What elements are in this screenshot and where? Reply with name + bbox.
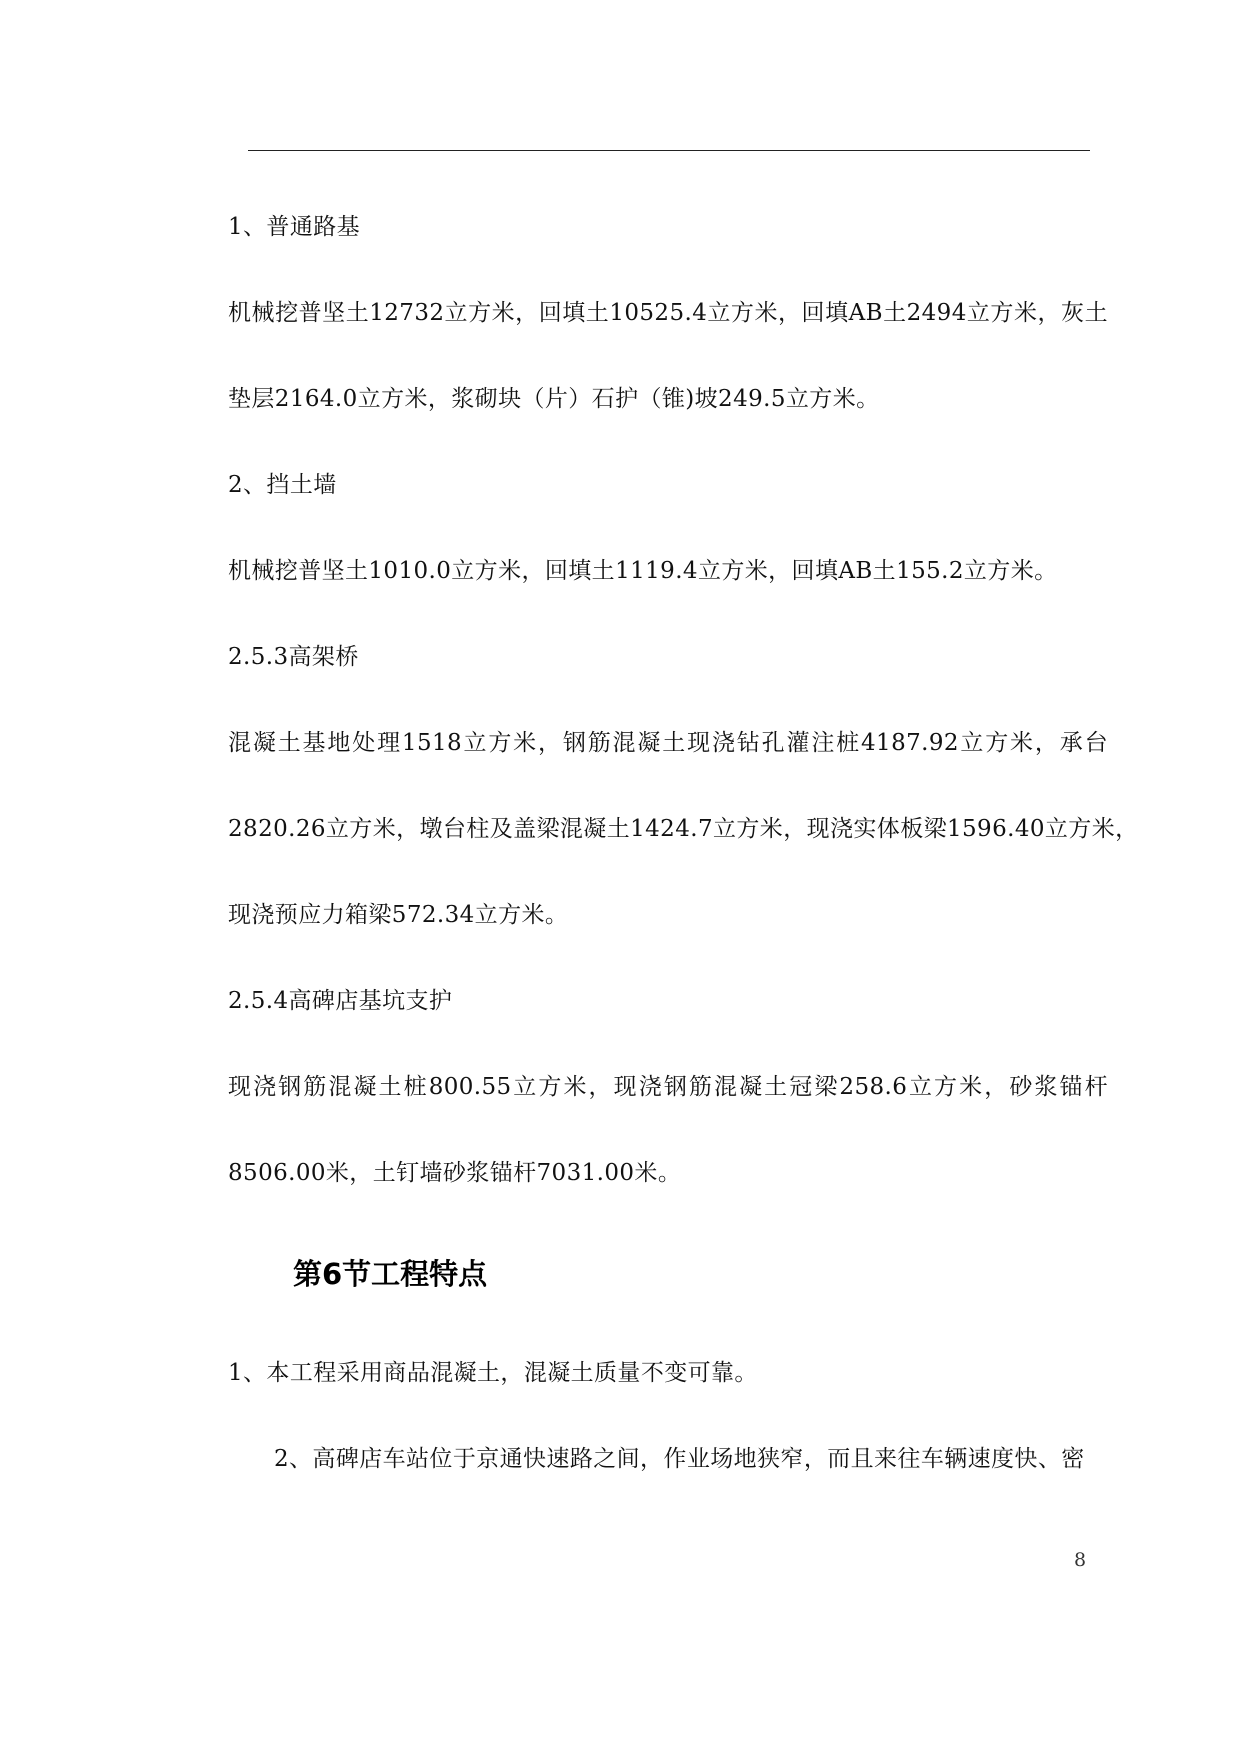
subsection-heading: 2.5.3高架桥 [228, 644, 359, 670]
list-item-subgrade: 1、普通路基 [228, 214, 361, 240]
paragraph-line: 2820.26立方米，墩台柱及盖梁混凝土1424.7立方米，现浇实体板梁1596.40立方米， [228, 816, 1139, 842]
paragraph-line: 垫层2164.0立方米，浆砌块（片）石护（锥)坡249.5立方米。 [228, 386, 880, 412]
page-number: 8 [1074, 1549, 1087, 1571]
header-rule [248, 150, 1090, 151]
paragraph-line: 混凝土基地处理1518立方米，钢筋混凝土现浇钻孔灌注桩4187.92立方米，承台 [228, 730, 1108, 756]
paragraph-line: 机械挖普坚土12732立方米，回填土10525.4立方米，回填AB土2494立方米，灰土 [228, 300, 1108, 326]
list-item-retaining-wall: 2、挡土墙 [228, 472, 337, 498]
section-title: 第6节工程特点 [293, 1257, 488, 1291]
paragraph-line: 8506.00米，土钉墙砂浆锚杆7031.00米。 [228, 1160, 682, 1186]
paragraph-line: 现浇钢筋混凝土桩800.55立方米，现浇钢筋混凝土冠梁258.6立方米，砂浆锚杆 [228, 1074, 1108, 1100]
list-item-feature-1: 1、本工程采用商品混凝土，混凝土质量不变可靠。 [228, 1360, 758, 1386]
subsection-heading: 2.5.4高碑店基坑支护 [228, 988, 453, 1014]
list-item-feature-2: 2、高碑店车站位于京通快速路之间，作业场地狭窄，而且来往车辆速度快、密 [274, 1446, 1085, 1472]
paragraph-line: 现浇预应力箱梁572.34立方米。 [228, 902, 569, 928]
paragraph-line: 机械挖普坚土1010.0立方米，回填土1119.4立方米，回填AB土155.2立方米。 [228, 558, 1058, 584]
